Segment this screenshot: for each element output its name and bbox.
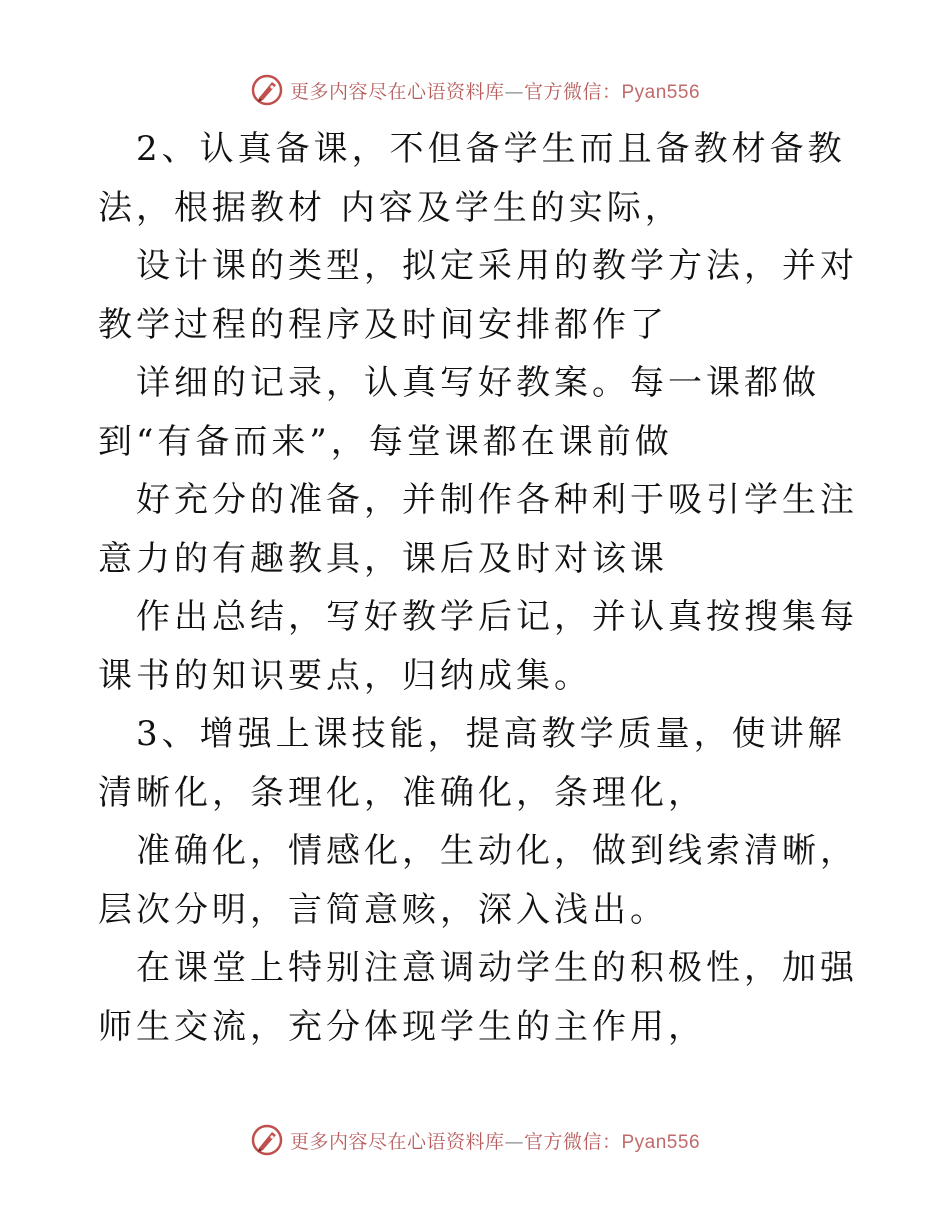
paragraph: 详细的记录，认真写好教案。每一课都做到“有备而来”，每堂课都在课前做	[98, 363, 820, 462]
paragraph: 作出总结，写好教学后记，并认真按搜集每课书的知识要点，归纳成集。	[98, 597, 858, 696]
banner-wechat-label: 官方微信：	[523, 1130, 622, 1153]
paragraph: 好充分的准备，并制作各种利于吸引学生注意力的有趣教具，课后及时对该课	[98, 480, 858, 579]
document-body	[98, 120, 858, 1056]
paragraph: 在课堂上特别注意调动学生的积极性，加强师生交流，充分体现学生的主作用，	[98, 948, 858, 1047]
paragraph: 2、认真备课，不但备学生而且备教材备教法，根据教材 内容及学生的实际，	[98, 129, 846, 228]
banner-wechat-id: Pyan556	[621, 1131, 701, 1153]
banner-brand: 更多内容尽在心语资料库	[289, 1130, 505, 1153]
paragraph: 准确化，情感化，生动化，做到线索清晰，层次分明，言简意赅，深入浅出。	[98, 831, 858, 930]
banner-wechat-id: Pyan556	[621, 81, 701, 103]
paragraph: 设计课的类型，拟定采用的教学方法，并对教学过程的程序及时间安排都作了	[98, 246, 858, 345]
banner-text	[290, 1127, 700, 1154]
banner-separator: —	[504, 80, 524, 103]
banner-brand: 更多内容尽在心语资料库	[289, 80, 505, 103]
paragraph: 3、增强上课技能，提高教学质量，使讲解清晰化，条理化，准确化，条理化，	[98, 714, 846, 813]
banner-separator: —	[504, 1130, 524, 1153]
pen-nib-icon	[250, 73, 284, 107]
footer-banner	[0, 1120, 950, 1160]
pen-nib-icon	[250, 1123, 284, 1157]
banner-wechat-label: 官方微信：	[523, 80, 622, 103]
header-banner	[0, 70, 950, 110]
banner-text	[290, 77, 700, 104]
